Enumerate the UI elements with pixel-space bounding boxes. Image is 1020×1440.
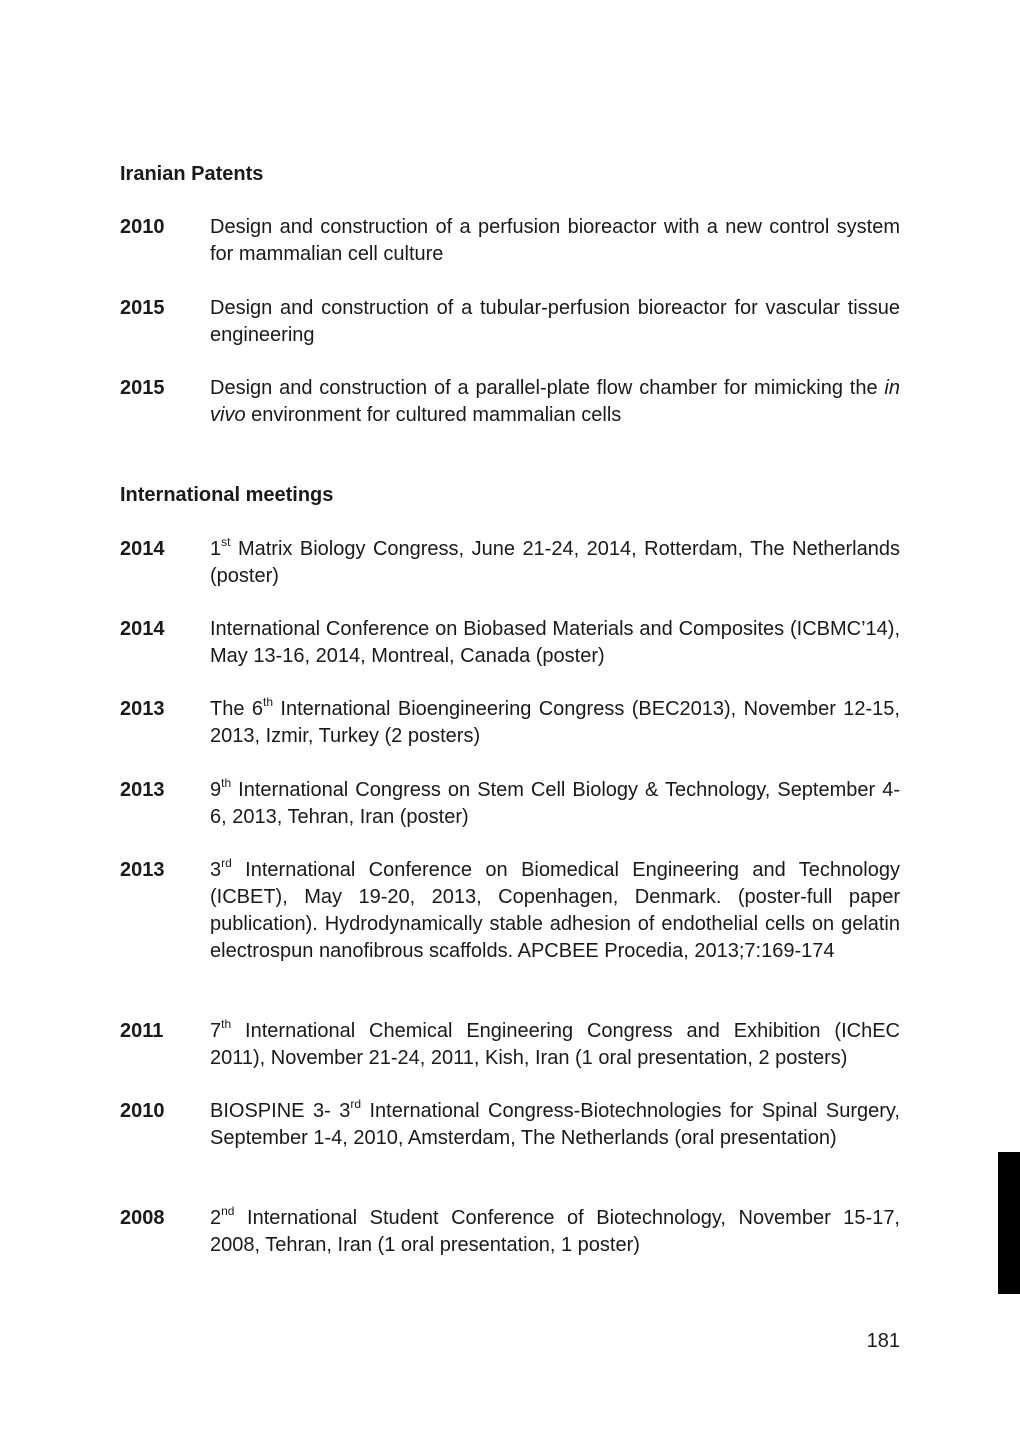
- entry-year: 2014: [120, 538, 165, 560]
- meeting-entry: [120, 857, 900, 965]
- meeting-entry: [120, 777, 900, 831]
- entry-year: 2015: [120, 377, 165, 399]
- entry-text: 9th International Congress on Stem Cell Biology & Technology, September 4-6, 2013, Tehran, Iran (poster): [210, 776, 900, 828]
- page-number: 181: [866, 1330, 900, 1352]
- entry-text: Design and construction of a tubular-perfusion bioreactor for vascular tissue engineering: [210, 297, 900, 346]
- ordinal-suffix: th: [221, 1017, 232, 1031]
- entry-year: 2010: [120, 216, 165, 238]
- entry-text: 7th International Chemical Engineering Congress and Exhibition (IChEC 2011), November 21-24, 2011, Kish, Iran (1 oral presentation, 2 posters): [210, 1017, 900, 1069]
- entry-text: International Conference on Biobased Materials and Composites (ICBMC’14), May 13-16, 2014, Montreal, Canada (poster): [210, 618, 900, 667]
- chapter-thumb-tab: [998, 1152, 1020, 1294]
- entry-year: 2008: [120, 1207, 165, 1229]
- ordinal-suffix: rd: [221, 856, 232, 870]
- italic-term: in vivo: [210, 377, 900, 426]
- meeting-entry: [120, 1018, 900, 1072]
- meeting-entry: [120, 696, 900, 750]
- patent-entry: [120, 214, 900, 268]
- entry-text: The 6th International Bioengineering Congress (BEC2013), November 12-15, 2013, Izmir, Turkey (2 posters): [210, 695, 900, 747]
- entry-text: 1st Matrix Biology Congress, June 21-24, 2014, Rotterdam, The Netherlands (poster): [210, 535, 900, 587]
- ordinal-suffix: th: [221, 776, 232, 790]
- entry-text: 2nd International Student Conference of Biotechnology, November 15-17, 2008, Tehran, Iran (1 oral presentation, 1 poster): [210, 1204, 900, 1256]
- meeting-entry: [120, 536, 900, 590]
- entry-year: 2014: [120, 618, 165, 640]
- entry-year: 2013: [120, 859, 165, 881]
- ordinal-suffix: th: [263, 695, 274, 709]
- meeting-entry: [120, 616, 900, 670]
- entry-year: 2013: [120, 698, 165, 720]
- entry-year: 2010: [120, 1100, 165, 1122]
- ordinal-suffix: rd: [350, 1097, 362, 1111]
- meeting-entry: [120, 1205, 900, 1259]
- patent-entry: [120, 295, 900, 349]
- entry-text: Design and construction of a perfusion bioreactor with a new control system for mammalian cell culture: [210, 216, 900, 265]
- meeting-entry: [120, 1098, 900, 1152]
- entry-year: 2015: [120, 297, 165, 319]
- section-title-meetings: International meetings: [120, 484, 334, 506]
- ordinal-suffix: nd: [221, 1204, 235, 1218]
- section-title-patents: Iranian Patents: [120, 163, 264, 185]
- ordinal-suffix: st: [221, 535, 231, 549]
- entry-text: 3rd International Conference on Biomedical Engineering and Technology (ICBET), May 19-20, 2013, Copenhagen, Denmark. (poster-full paper publication). Hydrodynamically stable adhesion of endothelial cells on gelatin electrospun nanofibrous scaffolds. APCBEE Procedia, 2013;7:169-174: [210, 856, 900, 962]
- entry-year: 2013: [120, 779, 165, 801]
- entry-year: 2011: [120, 1020, 164, 1042]
- entry-text: Design and construction of a parallel-plate flow chamber for mimicking the in vivo environment for cultured mammalian cells: [210, 377, 900, 426]
- entry-text: BIOSPINE 3- 3rd International Congress-Biotechnologies for Spinal Surgery, September 1-4, 2010, Amsterdam, The Netherlands (oral presentation): [210, 1097, 900, 1149]
- patent-entry: [120, 375, 900, 429]
